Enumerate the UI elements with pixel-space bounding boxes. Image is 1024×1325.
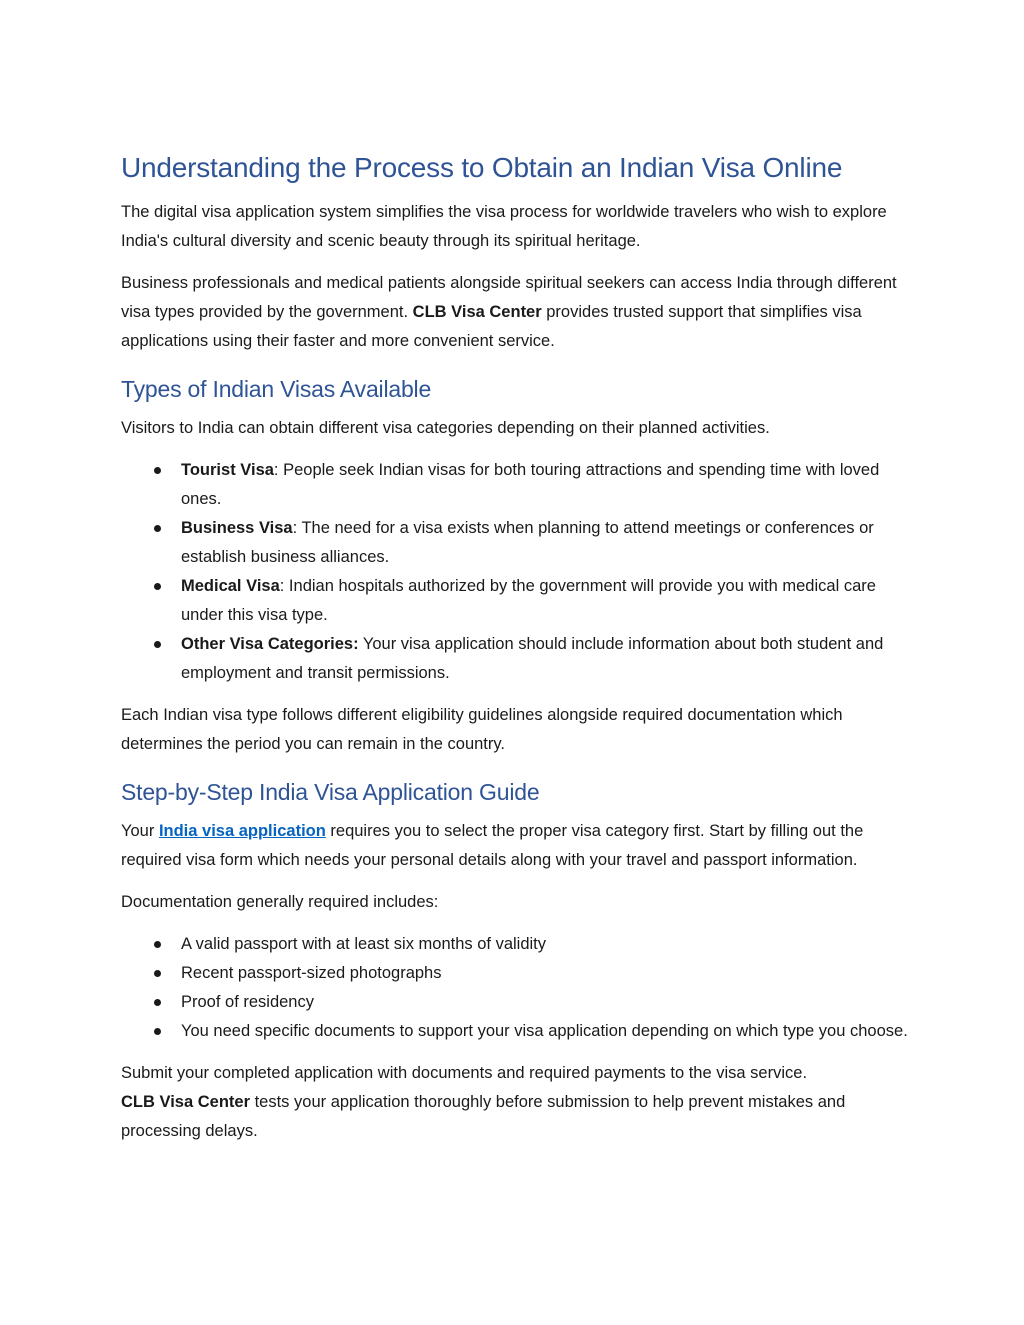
- bullet-icon: [154, 941, 161, 948]
- bullet-icon: [154, 525, 161, 532]
- intro-paragraph-2: [121, 269, 911, 356]
- visa-type-label: Medical Visa: [181, 577, 280, 595]
- types-heading: Types of Indian Visas Available: [121, 376, 432, 402]
- intro-p2-text-before: Business professionals and medical patients alongside spiritual seekers can access India through different visa types provided by the government.: [121, 274, 897, 321]
- visa-type-label: Business Visa: [181, 519, 293, 537]
- intro-p2-text-after: provides trusted support that simplifies visa applications using their faster and more convenient service.: [121, 303, 862, 350]
- list-item: [121, 1017, 911, 1046]
- visa-type-text: : Indian hospitals authorized by the government will provide you with medical care under this visa type.: [181, 577, 876, 624]
- list-item: [121, 572, 911, 630]
- bullet-icon: [154, 583, 161, 590]
- submit-text-2: tests your application thoroughly before submission to help prevent mistakes and processing delays.: [121, 1093, 846, 1140]
- visa-types-list: [121, 456, 911, 688]
- bullet-icon: [154, 641, 161, 648]
- list-item: [121, 959, 911, 988]
- bullet-icon: [154, 1028, 161, 1035]
- intro-paragraph-1: The digital visa application system simplifies the visa process for worldwide travelers who wish to explore India's cultural diversity and scenic beauty through its spiritual heritage.: [121, 203, 887, 250]
- guide-heading: Step-by-Step India Visa Application Guide: [121, 779, 540, 805]
- document-page: [121, 150, 911, 1159]
- list-item: [121, 456, 911, 514]
- bullet-icon: [154, 970, 161, 977]
- submit-paragraph: [121, 1059, 911, 1146]
- list-item: [121, 630, 911, 688]
- guide-p1-text-after: requires you to select the proper visa category first. Start by filling out the required visa form which needs your personal details along with your travel and passport information.: [121, 822, 864, 869]
- bullet-icon: [154, 467, 161, 474]
- document-item-text: Recent passport-sized photographs: [181, 964, 442, 982]
- documentation-intro: Documentation generally required includes:: [121, 893, 439, 911]
- list-item: [121, 930, 911, 959]
- submit-text-1: Submit your completed application with documents and required payments to the visa service.: [121, 1064, 808, 1082]
- visa-type-text: : People seek Indian visas for both touring attractions and spending time with loved ones.: [181, 461, 880, 508]
- documents-list: [121, 930, 911, 1046]
- guide-p1-text-before: Your: [121, 822, 159, 840]
- types-intro: Visitors to India can obtain different visa categories depending on their planned activities.: [121, 419, 770, 437]
- visa-type-text: Your visa application should include information about both student and employment and transit permissions.: [181, 635, 884, 682]
- visa-type-label: Tourist Visa: [181, 461, 274, 479]
- visa-type-label: Other Visa Categories:: [181, 635, 359, 653]
- document-item-text: You need specific documents to support your visa application depending on which type you choose.: [181, 1022, 908, 1040]
- types-outro: Each Indian visa type follows different eligibility guidelines alongside required documentation which determines the period you can remain in the country.: [121, 706, 843, 753]
- list-item: [121, 988, 911, 1017]
- list-item: [121, 514, 911, 572]
- india-visa-application-link[interactable]: India visa application: [158, 822, 326, 840]
- page-title: Understanding the Process to Obtain an Indian Visa Online: [121, 152, 843, 183]
- guide-paragraph-1: [121, 817, 911, 875]
- intro-p2-brand: CLB Visa Center: [412, 303, 542, 321]
- bullet-icon: [154, 999, 161, 1006]
- submit-brand: CLB Visa Center: [121, 1093, 250, 1111]
- visa-type-text: : The need for a visa exists when planning to attend meetings or conferences or establish business alliances.: [181, 519, 874, 566]
- document-item-text: Proof of residency: [181, 993, 314, 1011]
- document-item-text: A valid passport with at least six months of validity: [181, 935, 546, 953]
